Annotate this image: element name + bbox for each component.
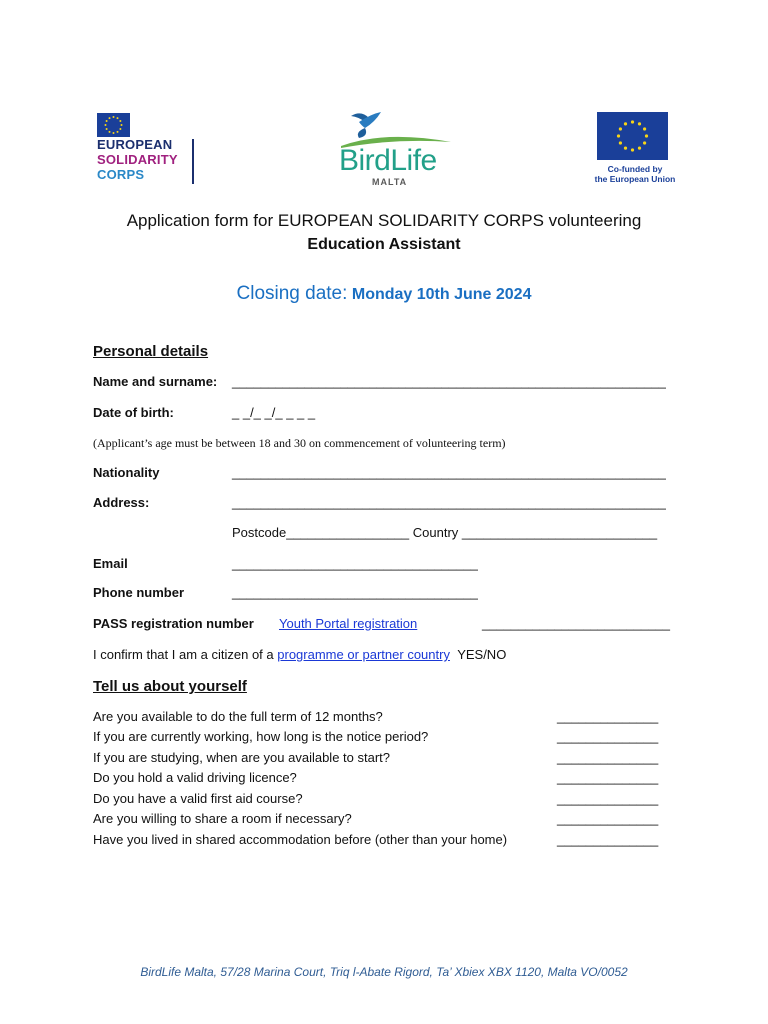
closing-date-label: Closing date: (236, 283, 348, 304)
personal-details-heading: Personal details (93, 343, 209, 360)
confirm-answer[interactable]: YES/NO (457, 647, 507, 662)
esc-logo-divider (192, 139, 194, 184)
eu-flag-icon (97, 113, 130, 137)
answer-2-field[interactable]: ______________ (557, 729, 659, 744)
citizen-confirm (93, 647, 506, 662)
partner-country-link[interactable]: programme or partner country (277, 647, 450, 662)
eu-cofunded-text (590, 164, 680, 184)
answer-7-field[interactable]: ______________ (557, 832, 659, 847)
form-title: Application form for EUROPEAN SOLIDARITY CORPS volunteering (126, 211, 642, 230)
confirm-text: I confirm that I am a citizen of a (93, 647, 274, 662)
youth-portal-link[interactable]: Youth Portal registration (279, 616, 418, 631)
phone-label: Phone number (93, 585, 185, 600)
eu-text-line2: the European Union (594, 174, 676, 184)
postcode-label: Postcode (232, 525, 287, 540)
address-label: Address: (93, 495, 150, 510)
dob-field[interactable]: _ _/_ _/_ _ _ _ (232, 405, 316, 420)
answer-4-field[interactable]: ______________ (557, 770, 659, 785)
question-5: Do you have a valid first aid course? (93, 791, 303, 806)
name-label: Name and surname: (93, 374, 218, 389)
dob-label: Date of birth: (93, 405, 174, 420)
nationality-label: Nationality (93, 465, 160, 480)
answer-3-field[interactable]: ______________ (557, 750, 659, 765)
question-7: Have you lived in shared accommodation before (other than your home) (93, 832, 508, 847)
esc-logo-line3: CORPS (97, 167, 145, 182)
age-note: (Applicant’s age must be between 18 and 30 on commencement of volunteering term) (93, 436, 506, 450)
address-field[interactable]: ____________________________________________________________ (232, 495, 666, 510)
birdlife-name: BirdLife (339, 144, 437, 177)
email-field[interactable]: __________________________________ (232, 556, 478, 571)
esc-logo-line2: SOLIDARITY (97, 152, 178, 167)
answer-1-field[interactable]: ______________ (557, 709, 659, 724)
eu-text-line1: Co-funded by (607, 164, 663, 174)
country-label: Country (412, 525, 459, 540)
question-2: If you are currently working, how long is the notice period? (93, 729, 429, 744)
question-1: Are you available to do the full term of 12 months? (93, 709, 383, 724)
pass-label: PASS registration number (93, 616, 254, 631)
esc-logo-line1: EUROPEAN (97, 137, 173, 152)
about-heading: Tell us about yourself (93, 678, 247, 695)
answer-6-field[interactable]: ______________ (557, 811, 659, 826)
european-solidarity-corps-logo (97, 113, 197, 185)
phone-field[interactable]: __________________________________ (232, 585, 478, 600)
eu-cofunded-logo (590, 112, 680, 186)
question-4: Do you hold a valid driving licence? (93, 770, 297, 785)
country-field[interactable]: ___________________________ (461, 525, 658, 540)
postcode-row (232, 525, 657, 540)
question-3: If you are studying, when are you available to start? (93, 750, 391, 765)
eu-stars-icon (597, 112, 668, 160)
birdlife-sub: MALTA (372, 177, 408, 187)
name-field[interactable]: ____________________________________________________________ (232, 374, 666, 389)
question-6: Are you willing to share a room if necessary? (93, 811, 352, 826)
pass-field[interactable]: __________________________ (482, 616, 670, 631)
closing-date-value: Monday 10th June 2024 (351, 286, 532, 303)
answer-5-field[interactable]: ______________ (557, 791, 659, 806)
birdlife-malta-logo (333, 108, 455, 188)
email-label: Email (93, 556, 128, 571)
position-title: Education Assistant (307, 236, 461, 253)
closing-date (0, 283, 768, 305)
postcode-field[interactable]: _________________ (286, 525, 410, 540)
footer-address: BirdLife Malta, 57/28 Marina Court, Triq l-Abate Rigord, Ta’ Xbiex XBX 1120, Malta VO/0052 (140, 965, 628, 979)
nationality-field[interactable]: ____________________________________________________________ (232, 465, 666, 480)
